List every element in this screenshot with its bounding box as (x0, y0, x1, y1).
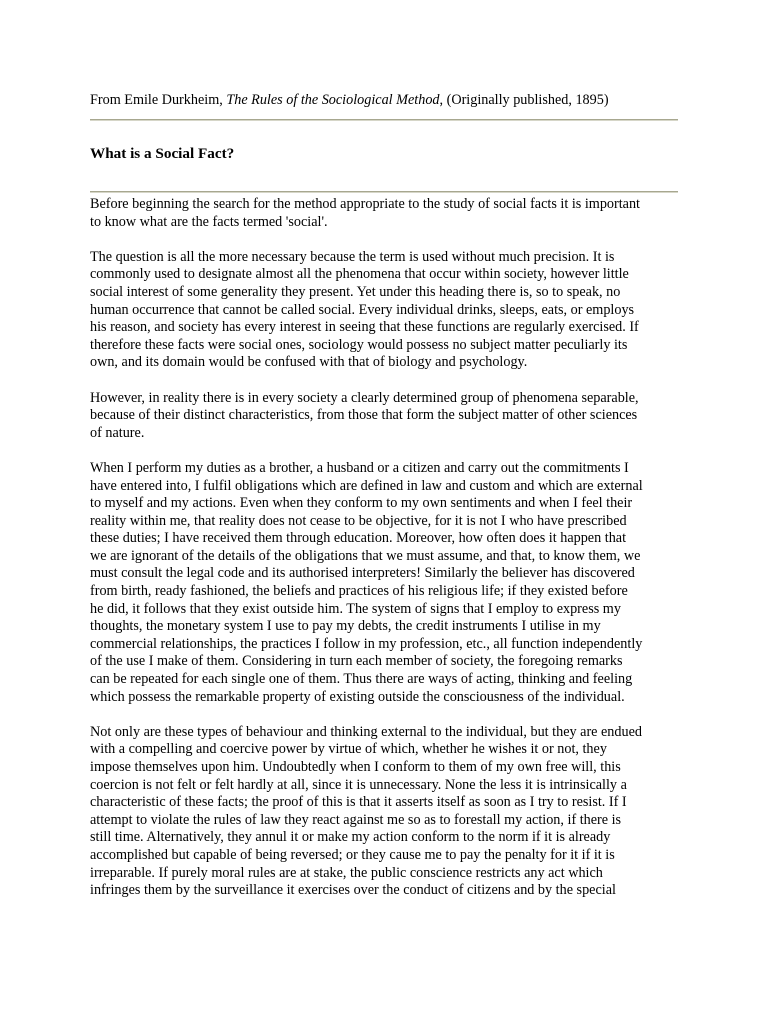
divider-title (90, 191, 678, 193)
text-line: infringes them by the surveillance it exercises over the conduct of citizens and by the special (90, 882, 616, 899)
text-line: from birth, ready fashioned, the beliefs and practices of his religious life; if they existed before (90, 583, 628, 600)
text-line: characteristic of these facts; the proof of this is that it asserts itself as soon as I try to resist. If I (90, 794, 627, 811)
text-line: of the use I make of them. Considering in turn each member of society, the foregoing remarks (90, 653, 623, 670)
text-line: of nature. (90, 424, 145, 441)
text-line: attempt to violate the rules of law they react against me so as to forestall my action, if there is (90, 811, 622, 828)
divider-top (90, 119, 678, 121)
text-line: he did, it follows that they exist outside him. The system of signs that I employ to express my (90, 600, 621, 617)
text-line: Before beginning the search for the method appropriate to the study of social facts it is important (90, 196, 641, 212)
text-line: commercial relationships, the practices I follow in my profession, etc., all function independently (90, 635, 643, 652)
text-line: irreparable. If purely moral rules are at stake, the public conscience restricts any act which (90, 864, 603, 881)
paragraph (90, 460, 680, 706)
source-suffix: , (Originally published, 1895) (439, 92, 609, 108)
text-line: coercion is not felt or felt hardly at all, since it is unnecessary. None the less it is intrinsically a (90, 776, 627, 793)
text-line: to myself and my actions. Even when they conform to my own sentiments and when I feel their (90, 495, 633, 512)
text-line: reality within me, that reality does not cease to be objective, for it is not I who have prescribed (90, 512, 627, 529)
text-line: can be repeated for each single one of them. Thus there are ways of acting, thinking and feeling (90, 671, 633, 688)
text-line: must consult the legal code and its authorised interpreters! Similarly the believer has discovered (90, 565, 635, 582)
text-line: therefore these facts were social ones, sociology would possess no subject matter peculiarly its (90, 336, 628, 353)
paragraph (90, 196, 680, 231)
paragraph (90, 249, 680, 372)
paragraph (90, 724, 680, 900)
text-line: social interest of some generality they present. Yet under this heading there is, so to speak, no (90, 283, 621, 300)
text-line: thoughts, the monetary system I use to pay my debts, the credit instruments I utilise in my (90, 618, 601, 635)
text-line: we are ignorant of the details of the obligations that we must assume, and that, to know them, we (90, 547, 641, 564)
text-line: impose themselves upon him. Undoubtedly when I conform to them of my own free will, this (90, 759, 621, 775)
text-line: Not only are these types of behaviour and thinking external to the individual, but they are endued (90, 723, 642, 740)
text-line: still time. Alternatively, they annul it or make my action conform to the norm if it is already (90, 829, 611, 846)
text-line: human occurrence that cannot be called social. Every individual drinks, sleeps, eats, or employs (90, 301, 635, 318)
source-prefix: From Emile Durkheim, (90, 92, 227, 108)
text-line: these duties; I have received them through education. Moreover, how often does it happen that (90, 530, 627, 547)
source-book-title: The Rules of the Sociological Method (226, 92, 440, 108)
text-line: The question is all the more necessary because the term is used without much precision. It is (90, 248, 615, 265)
text-line: because of their distinct characteristics, from those that form the subject matter of other sciences (90, 407, 638, 424)
text-line: which possess the remarkable property of existing outside the consciousness of the individual. (90, 688, 625, 705)
paragraph (90, 390, 680, 443)
text-line: However, in reality there is in every society a clearly determined group of phenomena separable, (90, 389, 639, 406)
text-line: to know what are the facts termed 'social'. (90, 213, 328, 230)
text-line: his reason, and society has every interest in seeing that these functions are regularly exercised. If (90, 319, 639, 336)
text-line: commonly used to designate almost all the phenomena that occur within society, however little (90, 266, 629, 283)
text-line: with a compelling and coercive power by virtue of which, whether he wishes it or not, they (90, 741, 607, 758)
page-title: What is a Social Fact? (90, 145, 235, 162)
body-text (90, 196, 680, 917)
text-line: accomplished but capable of being reversed; or they cause me to pay the penalty for it if it is (90, 846, 615, 863)
source-citation (90, 91, 680, 109)
text-line: When I perform my duties as a brother, a husband or a citizen and carry out the commitments I (90, 459, 629, 476)
text-line: have entered into, I fulfil obligations which are defined in law and custom and which are external (90, 477, 643, 494)
text-line: own, and its domain would be confused with that of biology and psychology. (90, 354, 528, 371)
